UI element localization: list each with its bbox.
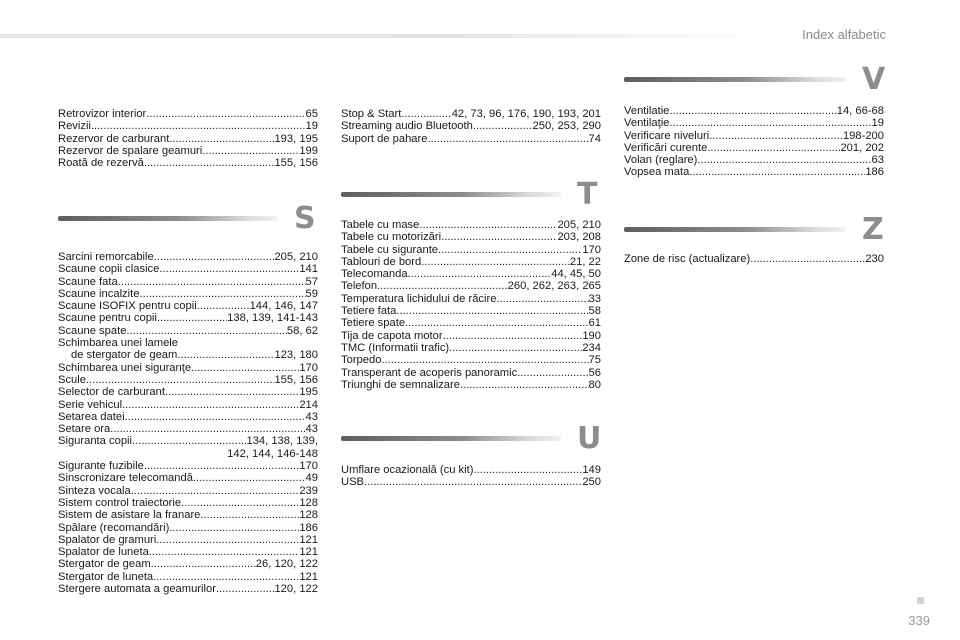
index-term: USB — [341, 476, 365, 489]
index-entry — [58, 276, 318, 288]
index-term: Scule — [58, 373, 86, 386]
leader-dots — [473, 120, 533, 132]
index-entry — [58, 145, 318, 157]
index-page-refs[interactable]: 123, 180 — [274, 349, 318, 362]
section-header-u — [341, 421, 603, 456]
index-entry — [341, 268, 601, 280]
index-page-refs[interactable]: 250 — [582, 476, 601, 489]
index-page-refs[interactable]: 59 — [305, 287, 318, 300]
leader-dots — [689, 166, 865, 178]
index-entry-heading: Schimbarea unei lamele — [58, 337, 179, 350]
index-page-refs[interactable]: 138, 139, 141-143 — [227, 312, 318, 325]
index-entry — [341, 280, 601, 292]
index-term: Scaune copii clasice — [58, 263, 160, 276]
index-term: Scaune ISOFIX pentru copii — [58, 300, 197, 313]
leader-dots — [427, 133, 588, 145]
header-rule — [0, 34, 760, 38]
index-term: Scaune incalzite — [58, 287, 140, 300]
leader-dots — [154, 251, 275, 263]
leader-dots — [156, 534, 299, 546]
section-letter-u: U — [577, 421, 602, 456]
index-group-v — [624, 105, 884, 179]
index-term: Siguranta copii — [58, 435, 133, 448]
index-entry — [58, 288, 318, 300]
index-page-refs[interactable]: 214 — [299, 398, 318, 411]
leader-dots — [517, 367, 588, 379]
leader-dots — [169, 133, 274, 145]
leader-dots — [159, 263, 299, 275]
index-entry — [341, 305, 601, 317]
index-entry — [58, 485, 318, 497]
section-rule — [624, 227, 846, 232]
index-term: Setarea datei — [58, 410, 125, 423]
index-page-refs[interactable]: 190 — [582, 329, 601, 342]
index-entry — [58, 460, 318, 472]
index-page-refs[interactable]: 121 — [299, 533, 318, 546]
section-letter-s: S — [294, 201, 316, 236]
leader-dots — [144, 157, 275, 169]
leader-dots — [460, 379, 589, 391]
index-page-refs[interactable]: 193, 195 — [274, 132, 318, 145]
leader-dots — [91, 120, 306, 132]
index-page-refs[interactable]: 63 — [871, 154, 884, 167]
index-page-refs[interactable]: 56 — [588, 366, 601, 379]
leader-dots — [110, 423, 305, 435]
leader-dots — [438, 244, 582, 256]
index-page-refs[interactable]: 57 — [305, 275, 318, 288]
leader-dots — [381, 354, 588, 366]
index-term: Volan (reglare) — [624, 154, 698, 167]
leader-dots — [157, 312, 227, 324]
index-group-s — [58, 251, 318, 595]
leader-dots — [181, 497, 299, 509]
index-term: Schimbarea unei siguranţe — [58, 361, 192, 374]
index-page-refs[interactable]: 203, 208 — [557, 231, 601, 244]
section-header-z — [624, 212, 886, 247]
index-entry — [58, 312, 318, 324]
leader-dots — [202, 145, 299, 157]
index-term: Scaune pentru copii — [58, 312, 157, 325]
index-term: Roată de rezervă — [58, 157, 144, 170]
section-header-s — [58, 201, 320, 236]
index-page-refs[interactable]: 74 — [588, 132, 601, 145]
leader-dots — [191, 362, 299, 374]
index-entry — [58, 120, 318, 132]
index-page-refs[interactable]: 49 — [305, 472, 318, 485]
leader-dots — [144, 460, 300, 472]
section-rule — [341, 436, 561, 441]
leader-dots — [697, 154, 871, 166]
leader-dots — [408, 268, 552, 280]
index-term: Stop & Start — [341, 108, 402, 120]
index-entry — [58, 133, 318, 145]
leader-dots — [146, 108, 305, 120]
leader-dots — [364, 476, 582, 488]
index-entry — [341, 120, 601, 132]
index-term: Suport de pahare — [341, 132, 428, 145]
index-page-refs[interactable]: 58 — [588, 305, 601, 318]
index-page-refs[interactable]: 43 — [305, 423, 318, 436]
leader-dots — [496, 293, 588, 305]
index-page-refs[interactable]: 26, 120, 122 — [255, 558, 318, 571]
index-term: Sistem de asistare la franare — [58, 509, 201, 522]
index-term: Tetiere fata — [341, 305, 397, 318]
index-page-refs[interactable]: 186 — [865, 166, 884, 179]
index-entry — [58, 374, 318, 386]
index-entry — [341, 108, 601, 120]
index-term: Streaming audio Bluetooth — [341, 120, 473, 133]
index-page-refs[interactable]: 239 — [299, 484, 318, 497]
index-term: Tetiere spate — [341, 317, 406, 330]
leader-dots — [197, 300, 250, 312]
index-page-refs[interactable]: 250, 253, 290 — [532, 120, 601, 133]
index-term: Selector de carburant — [58, 386, 165, 399]
leader-dots — [441, 231, 557, 243]
index-page-refs[interactable]: 14, 66-68 — [836, 105, 884, 117]
index-page-refs[interactable]: 170 — [299, 460, 318, 473]
index-entry — [58, 435, 318, 447]
index-entry — [624, 253, 884, 265]
index-page-refs[interactable]: 58, 62 — [286, 324, 318, 337]
index-entry — [58, 571, 318, 583]
index-entry — [58, 583, 318, 595]
index-group-u — [341, 464, 601, 489]
index-entry — [624, 142, 884, 154]
leader-dots — [153, 571, 299, 583]
leader-dots — [707, 142, 840, 154]
leader-dots — [131, 485, 300, 497]
index-page-refs[interactable]: 21, 22 — [569, 255, 601, 268]
index-term: Spalator de luneta — [58, 546, 149, 559]
index-term: Rezervor de spalare geamuri — [58, 144, 203, 157]
index-entry — [341, 317, 601, 329]
leader-dots — [149, 546, 300, 558]
section-letter-v: V — [862, 62, 886, 97]
index-entry — [58, 534, 318, 546]
index-page-refs[interactable]: 42, 73, 96, 176, 190, 193, 201 — [451, 108, 601, 120]
index-term: Umflare ocazională (cu kit) — [341, 464, 474, 476]
index-page-refs[interactable]: 195 — [299, 386, 318, 399]
index-entry — [341, 379, 601, 391]
section-header-v — [624, 62, 886, 97]
index-entry — [341, 219, 601, 231]
leader-dots — [473, 464, 582, 476]
index-entry — [624, 154, 884, 166]
index-page-refs[interactable]: 44, 45, 50 — [551, 268, 601, 281]
index-entry — [58, 362, 318, 374]
index-entry — [58, 411, 318, 423]
index-term: Triunghi de semnalizare — [341, 378, 460, 391]
leader-dots — [216, 583, 274, 595]
index-entry — [341, 231, 601, 243]
index-entry — [58, 157, 318, 169]
index-entry — [341, 256, 601, 268]
index-page-refs[interactable]: 234 — [582, 341, 601, 354]
index-group-z — [624, 253, 884, 265]
index-group-s-continued — [341, 108, 601, 145]
index-term: Tablouri de bord — [341, 255, 422, 268]
index-page-refs-continued[interactable]: 142, 144, 146-148 — [227, 447, 318, 460]
section-header-t — [341, 177, 603, 212]
index-term: Stergator de geam — [58, 558, 151, 571]
index-entry — [341, 476, 601, 488]
leader-dots — [200, 509, 299, 521]
index-term: Rezervor de carburant — [58, 132, 170, 145]
index-entry — [58, 325, 318, 337]
index-page-refs[interactable]: 170 — [299, 361, 318, 374]
leader-dots — [396, 305, 588, 317]
page-title: Index alfabetic — [802, 27, 886, 42]
index-entry — [58, 497, 318, 509]
index-term: Sarcini remorcabile — [58, 251, 154, 263]
leader-dots — [421, 256, 570, 268]
index-term: Ventilaţie — [624, 117, 670, 130]
index-page-refs[interactable]: 155, 156 — [274, 157, 318, 170]
index-term: Sinscronizare telecomandă — [58, 472, 193, 485]
index-page-refs[interactable]: 134, 138, 139, — [246, 435, 318, 448]
index-page-refs[interactable]: 205, 210 — [557, 219, 601, 231]
index-term: Setare ora — [58, 423, 111, 436]
page-marker — [917, 597, 924, 604]
index-term: Vopsea mata — [624, 166, 690, 179]
index-entry — [58, 251, 318, 263]
leader-dots — [449, 342, 582, 354]
leader-dots — [377, 280, 508, 292]
leader-dots — [151, 558, 256, 570]
section-rule — [58, 216, 278, 221]
index-entry — [58, 386, 318, 398]
index-entry — [624, 166, 884, 178]
index-entry — [624, 117, 884, 129]
index-page-refs[interactable]: 205, 210 — [274, 251, 318, 263]
index-group-r — [58, 108, 318, 169]
index-page-refs[interactable]: 80 — [588, 378, 601, 391]
leader-dots — [193, 472, 306, 484]
index-term: Tija de capota motor — [341, 329, 443, 342]
index-page-refs[interactable]: 141 — [299, 263, 318, 276]
leader-dots — [750, 253, 865, 265]
index-entry — [58, 423, 318, 435]
index-page-refs[interactable]: 19 — [305, 120, 318, 133]
index-page-refs[interactable]: 198-200 — [842, 129, 884, 142]
section-rule — [624, 77, 846, 82]
index-entry — [58, 509, 318, 521]
index-entry — [341, 133, 601, 145]
leader-dots — [405, 317, 588, 329]
leader-dots — [419, 219, 557, 231]
index-page-refs[interactable]: 170 — [582, 243, 601, 256]
index-term: Sigurante fuzibile — [58, 460, 144, 473]
index-page-refs[interactable]: 19 — [871, 117, 884, 130]
leader-dots — [122, 399, 299, 411]
leader-dots — [126, 325, 286, 337]
leader-dots — [669, 117, 871, 129]
index-term: Scaune fata — [58, 275, 118, 288]
index-page-refs[interactable]: 144, 146, 147 — [249, 300, 318, 313]
index-term: Revizii — [58, 120, 91, 133]
index-term: Zone de risc (actualizare) — [624, 253, 751, 265]
index-term: Verificări curente — [624, 141, 708, 154]
index-entry — [58, 546, 318, 558]
leader-dots — [118, 276, 306, 288]
leader-dots — [169, 522, 299, 534]
index-term: Retrovizor interior — [58, 108, 147, 120]
index-page-refs[interactable]: 260, 262, 263, 265 — [507, 280, 601, 293]
leader-dots — [86, 374, 274, 386]
leader-dots — [443, 330, 583, 342]
leader-dots — [709, 130, 843, 142]
index-term: Sinteza vocala — [58, 484, 131, 497]
index-term: Sistem control traiectorie — [58, 496, 182, 509]
leader-dots — [165, 386, 299, 398]
index-page-refs[interactable]: 65 — [305, 108, 318, 120]
index-entry — [341, 354, 601, 366]
index-term: Serie vehicul — [58, 398, 123, 411]
index-entry — [58, 472, 318, 484]
index-page-refs[interactable]: 149 — [582, 464, 601, 476]
leader-dots — [125, 411, 306, 423]
leader-dots — [401, 108, 451, 120]
index-term: Tabele cu sigurante — [341, 243, 439, 256]
index-term: Verificare niveluri — [624, 129, 710, 142]
index-page-refs[interactable]: 43 — [305, 410, 318, 423]
index-page-refs[interactable]: 33 — [588, 292, 601, 305]
index-page-refs[interactable]: 128 — [299, 496, 318, 509]
index-entry — [58, 263, 318, 275]
index-term: TMC (Informatii trafic) — [341, 341, 450, 354]
index-group-t — [341, 219, 601, 391]
index-entry — [341, 464, 601, 476]
index-entry — [341, 342, 601, 354]
section-letter-z: Z — [862, 212, 884, 247]
index-page-refs[interactable]: 155, 156 — [274, 373, 318, 386]
index-page-refs[interactable]: 199 — [299, 144, 318, 157]
index-term: Spălare (recomandări) — [58, 521, 170, 534]
leader-dots — [139, 288, 305, 300]
index-term: Transperant de acoperis panoramic — [341, 366, 518, 379]
index-page-refs[interactable]: 121 — [299, 546, 318, 559]
page-number: 339 — [908, 613, 930, 628]
index-entry — [341, 330, 601, 342]
index-term: Tabele cu mase — [341, 219, 420, 231]
index-term: Telefon — [341, 280, 378, 293]
index-term: Telecomanda — [341, 268, 408, 281]
index-entry — [624, 105, 884, 117]
index-page-refs[interactable]: 75 — [588, 354, 601, 367]
index-page-refs[interactable]: 121 — [299, 570, 318, 583]
index-entry — [58, 349, 318, 361]
index-term: Stergator de luneta — [58, 570, 154, 583]
leader-dots — [669, 105, 836, 117]
index-term: Stergere automata a geamurilor — [58, 583, 216, 596]
index-entry — [58, 558, 318, 570]
index-term: Spalator de gramuri — [58, 533, 157, 546]
index-entry — [341, 293, 601, 305]
index-page-refs[interactable]: 230 — [865, 253, 884, 265]
index-page-refs[interactable]: 61 — [588, 317, 601, 330]
index-page-refs[interactable]: 120, 122 — [274, 583, 318, 596]
leader-dots — [177, 349, 274, 361]
index-term: Temperatura lichidului de răcire — [341, 292, 497, 305]
index-entry — [624, 130, 884, 142]
index-term: de stergator de geam — [71, 349, 178, 362]
index-term: Ventilatie — [624, 105, 670, 117]
index-entry — [58, 522, 318, 534]
index-entry — [341, 367, 601, 379]
leader-dots — [132, 435, 246, 447]
index-entry — [58, 108, 318, 120]
section-rule — [341, 192, 561, 197]
index-entry — [58, 399, 318, 411]
index-entry — [58, 300, 318, 312]
section-letter-t: T — [577, 177, 598, 212]
index-page-refs[interactable]: 201, 202 — [840, 141, 884, 154]
index-term: Tabele cu motorizări — [341, 231, 442, 244]
index-page-refs[interactable]: 186 — [299, 521, 318, 534]
index-page-refs[interactable]: 128 — [299, 509, 318, 522]
index-entry — [341, 244, 601, 256]
index-term: Scaune spate — [58, 324, 127, 337]
index-term: Torpedo — [341, 354, 382, 367]
